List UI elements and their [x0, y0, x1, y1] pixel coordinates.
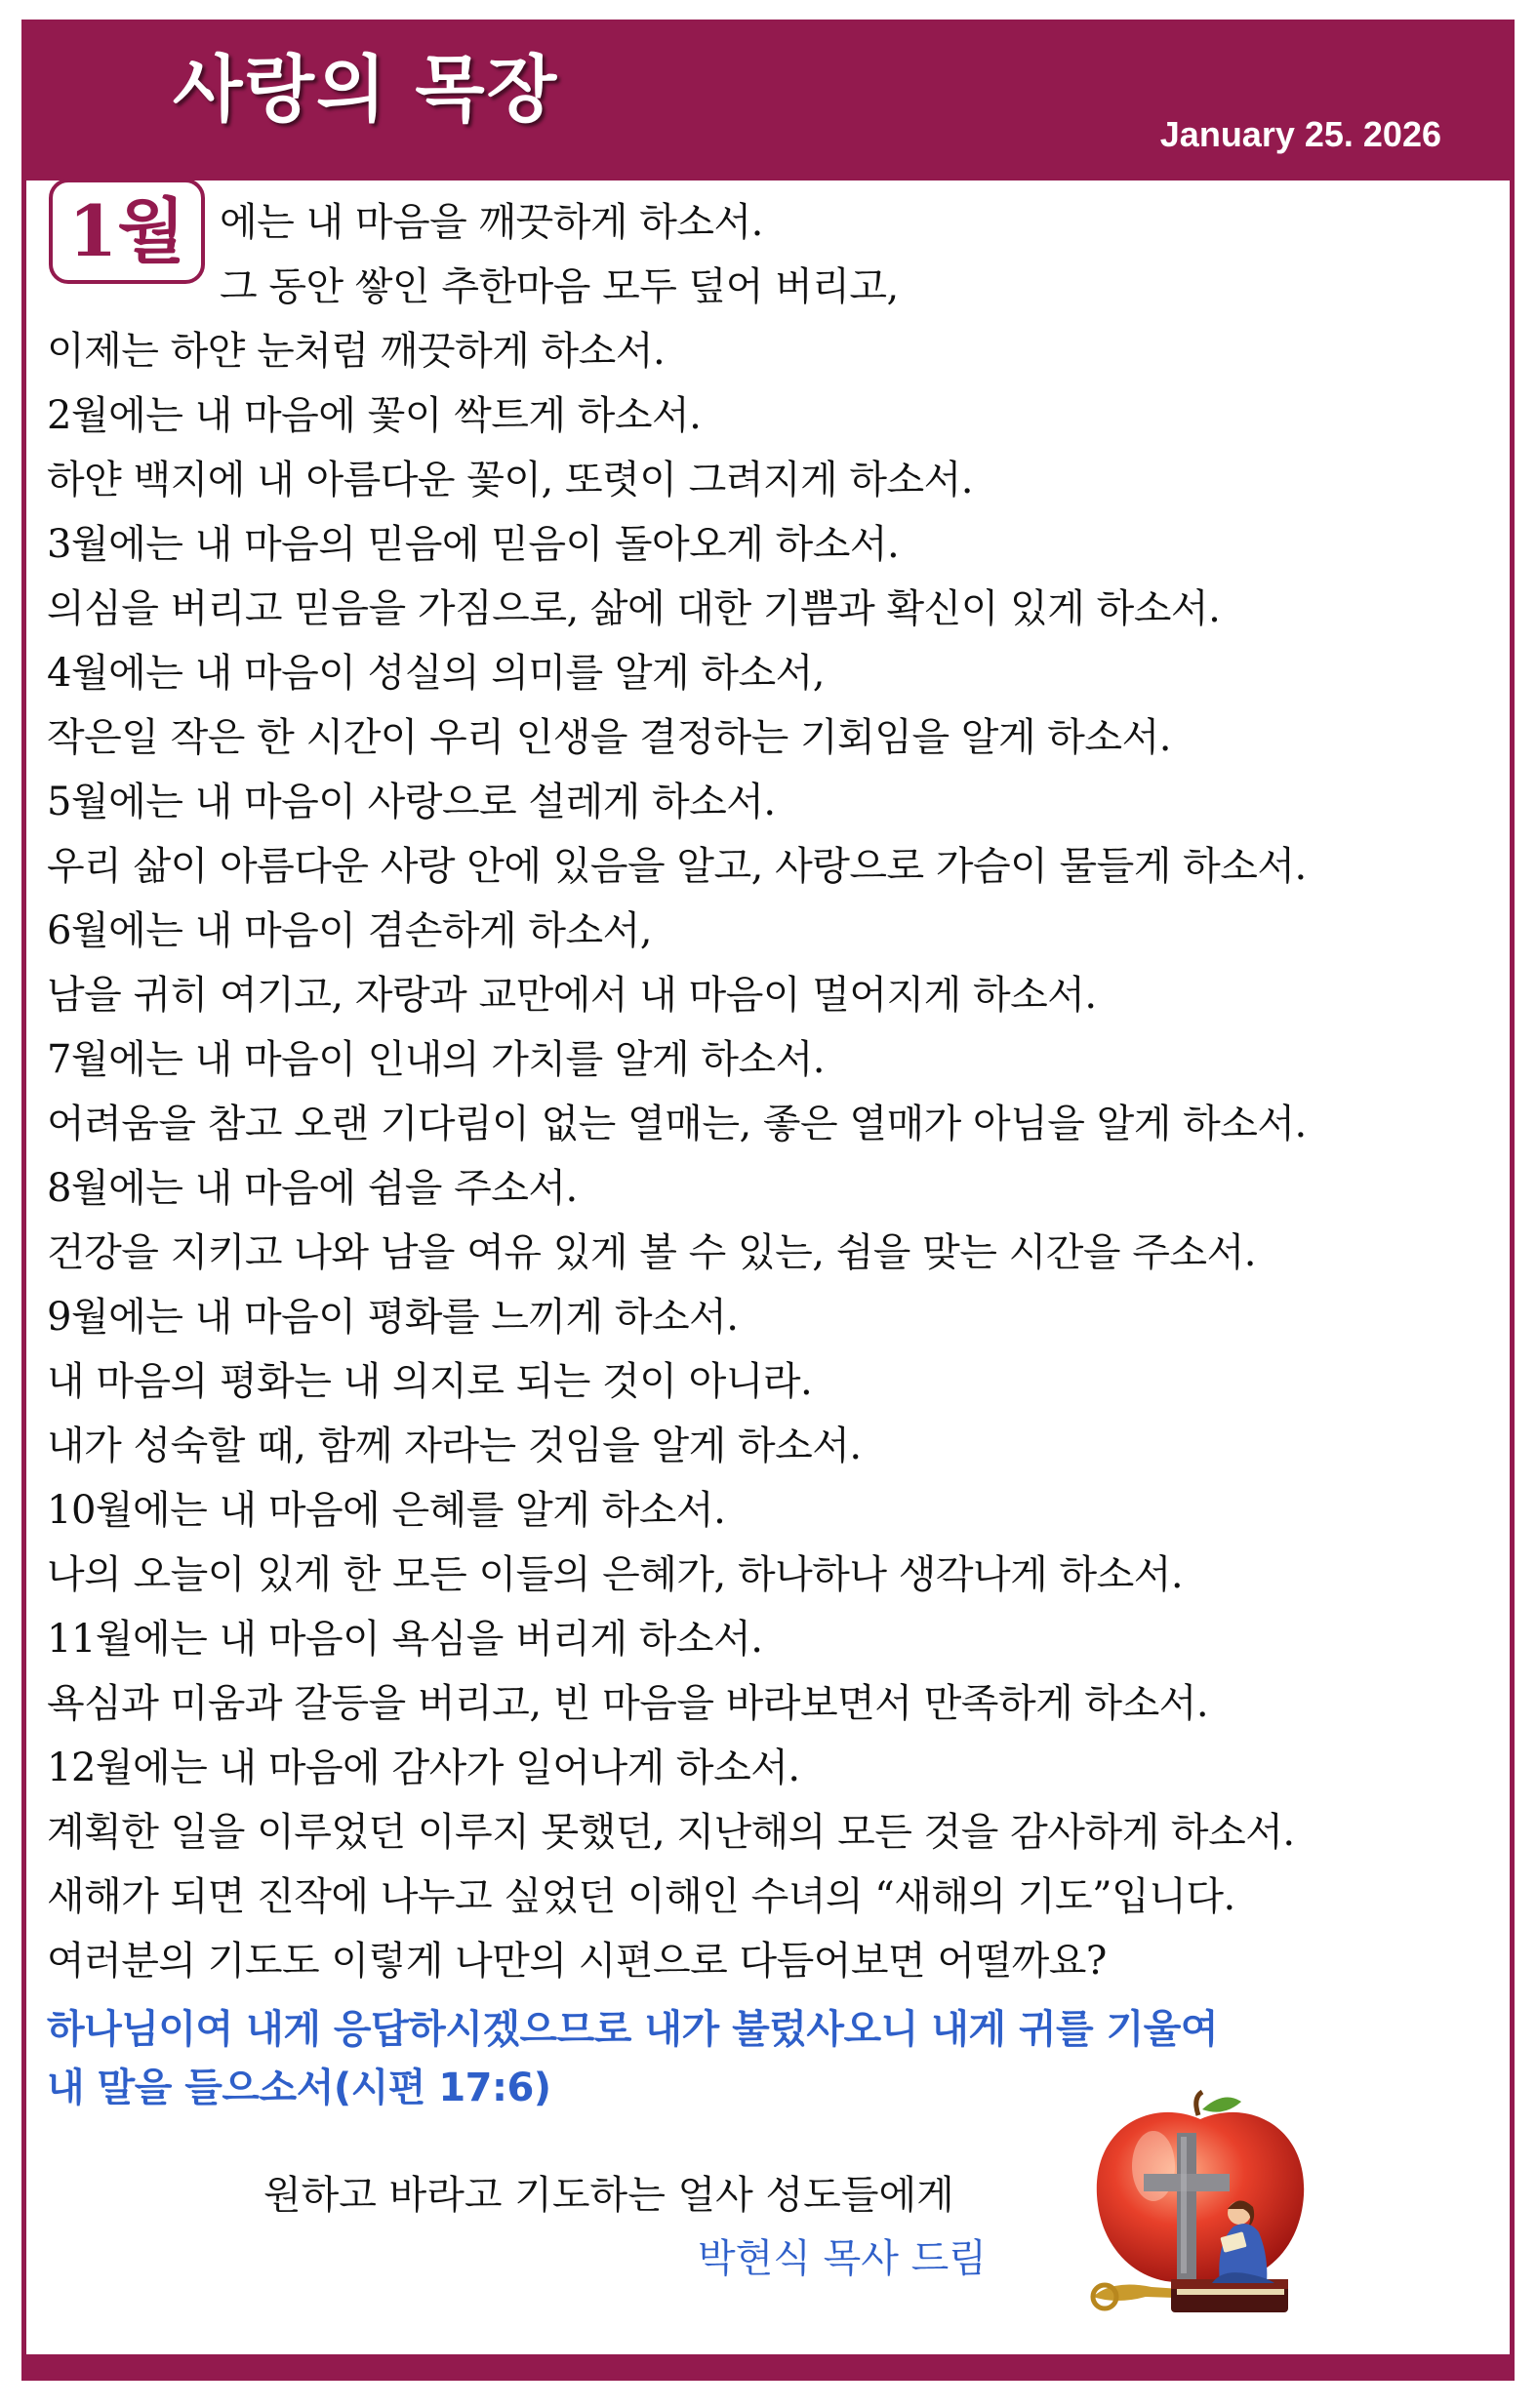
prayer-line: 9월에는 내 마음이 평화를 느끼게 하소서. [47, 1295, 739, 1340]
prayer-line: 7월에는 내 마음이 인내의 가치를 알게 하소서. [47, 1037, 825, 1082]
prayer-line: 이제는 하얀 눈처럼 깨끗하게 하소서. [47, 329, 666, 374]
prayer-line: 4월에는 내 마음이 성실의 의미를 알게 하소서, [47, 651, 825, 696]
prayer-line: 2월에는 내 마음에 꽃이 싹트게 하소서. [47, 393, 702, 438]
closing-line: 여러분의 기도도 이렇게 나만의 시편으로 다듬어보면 어떨까요? [47, 1939, 1107, 1984]
page-title: 사랑의 목장 [173, 48, 559, 132]
prayer-line: 욕심과 미움과 갈등을 버리고, 빈 마음을 바라보면서 만족하게 하소서. [47, 1681, 1209, 1726]
prayer-line: 8월에는 내 마음에 쉼을 주소서. [47, 1166, 578, 1211]
header-banner [26, 24, 1510, 181]
prayer-line: 내가 성숙할 때, 함께 자라는 것임을 알게 하소서. [47, 1424, 862, 1468]
prayer-line: 하얀 백지에 내 아름다운 꽃이, 또렷이 그려지게 하소서. [47, 458, 974, 502]
prayer-line: 어려움을 참고 오랜 기다림이 없는 열매는, 좋은 열매가 아님을 알게 하소서. [47, 1102, 1307, 1146]
prayer-line: 10월에는 내 마음에 은혜를 알게 하소서. [47, 1488, 726, 1533]
apple-cross-bible-illustration [1083, 2088, 1317, 2322]
prayer-line: 의심을 버리고 믿음을 가짐으로, 삶에 대한 기쁨과 확신이 있게 하소서. [47, 586, 1221, 631]
prayer-line: 6월에는 내 마음이 겸손하게 하소서, [47, 908, 652, 953]
prayer-line: 내 마음의 평화는 내 의지로 되는 것이 아니라. [47, 1359, 813, 1404]
signature-name: 박현식 목사 드림 [698, 2236, 987, 2281]
closing-line: 새해가 되면 진작에 나누고 싶었던 이해인 수녀의 “새해의 기도”입니다. [47, 1874, 1235, 1919]
month-badge: 1월 [49, 179, 205, 284]
prayer-line: 작은일 작은 한 시간이 우리 인생을 결정하는 기회임을 알게 하소서. [47, 715, 1171, 760]
prayer-line: 3월에는 내 마음의 믿음에 믿음이 돌아오게 하소서. [47, 522, 900, 567]
prayer-line: 계획한 일을 이루었던 이루지 못했던, 지난해의 모든 것을 감사하게 하소서. [47, 1810, 1295, 1855]
prayer-line: 12월에는 내 마음에 감사가 일어나게 하소서. [47, 1746, 800, 1790]
scripture-verse: 내 말을 들으소서(시편 17:6) [47, 2066, 551, 2110]
signature-greeting: 원하고 바라고 기도하는 얼사 성도들에게 [263, 2173, 954, 2218]
prayer-line: 5월에는 내 마음이 사랑으로 설레게 하소서. [47, 780, 776, 824]
prayer-line: 11월에는 내 마음이 욕심을 버리게 하소서. [47, 1617, 763, 1662]
prayer-line: 남을 귀히 여기고, 자랑과 교만에서 내 마음이 멀어지게 하소서. [47, 973, 1097, 1018]
prayer-line: 건강을 지키고 나와 남을 여유 있게 볼 수 있는, 쉼을 맞는 시간을 주소서. [47, 1230, 1256, 1275]
scripture-verse: 하나님이여 내게 응답하시겠으므로 내가 불렀사오니 내게 귀를 기울여 [47, 2007, 1219, 2052]
prayer-line: 나의 오늘이 있게 한 모든 이들의 은혜가, 하나하나 생각나게 하소서. [47, 1552, 1184, 1597]
prayer-line: 그 동안 쌓인 추한마음 모두 덮어 버리고, [220, 264, 899, 309]
prayer-line: 우리 삶이 아름다운 사랑 안에 있음을 알고, 사랑으로 가슴이 물들게 하소서. [47, 844, 1307, 889]
date-label: January 25. 2026 [1159, 114, 1441, 154]
footer-bar [26, 2354, 1510, 2376]
prayer-line: 에는 내 마음을 깨끗하게 하소서. [220, 200, 763, 245]
